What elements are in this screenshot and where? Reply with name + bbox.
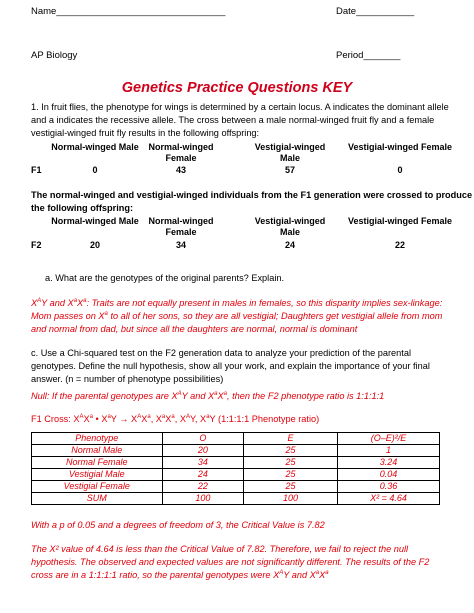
f1-header-vestigial-male: Vestigial-winged Male [254,142,326,163]
chi-header-expected: E [244,433,338,445]
f2-value-vestigial-female: 22 [394,240,405,250]
part-a-question: a. What are the genotypes of the original parents? Explain. [45,273,285,283]
chi-cell: 3.24 [337,457,439,469]
chi-cell: Vestigial Female [32,481,163,493]
f2-header-normal-female: Normal-winged Female [148,216,214,237]
table-row [32,481,440,493]
part-c-line1: c. Use a Chi-squared test on the F2 generation data to analyze your prediction of the parental [31,348,411,358]
chi-cell: X² = 4.64 [337,493,439,505]
q1-line3: vestigial-winged fruit fly results in the following offspring: [31,128,260,138]
chi-header-row [32,433,440,445]
chi-header-observed: O [162,433,244,445]
f2-intro-line1: The normal-winged and vestigial-winged individuals from the F1 generation were crossed to produce [31,190,473,200]
f1-value-vestigial-male: 57 [284,165,295,175]
f2-value-normal-female: 34 [175,240,186,250]
chi-cell: 1 [337,445,439,457]
part-c-line2: genotypes. Define the null hypothesis, show all your work, and explain the importance of your final [31,361,430,371]
chi-cell: Normal Female [32,457,163,469]
chi-square-table [31,432,440,505]
chi-cell: 25 [244,445,338,457]
chi-cell: 100 [162,493,244,505]
f2-header-normal-male: Normal-winged Male [51,216,139,226]
part-a-answer-line3: and normal from dad, but since all the daughters are normal, normal is dominant [31,324,358,334]
part-a-answer-line1: $X^AY$ and $X^aX^a$: Traits are not equally present in males in females, so this disparity implies sex-linkage: [31,297,443,308]
conclusion-line2: hypothesis. The observed and expected values are not significantly different. The results of the F2 [31,557,430,567]
chi-cell: 20 [162,445,244,457]
f1-value-vestigial-female: 0 [397,165,403,175]
table-row [32,493,440,505]
f1-value-normal-male: 0 [92,165,98,175]
null-hypothesis: Null: If the parental genotypes are $X^AY$ and $X^aX^a$, then the F2 phenotype ratio is 1:1:1:1 [31,390,385,401]
table-row [32,469,440,481]
f1-row-label: F1 [31,165,42,175]
f1-header-normal-male: Normal-winged Male [51,142,139,152]
f1-value-normal-female: 43 [175,165,186,175]
chi-cell: 0.04 [337,469,439,481]
chi-header-chi-value: (O–E)²/E [337,433,439,445]
class-label: AP Biology [31,50,78,61]
chi-cell: 25 [244,457,338,469]
period-field-label: Period_______ [336,50,401,61]
chi-cell: SUM [32,493,163,505]
table-row [32,445,440,457]
f2-header-vestigial-female: Vestigial-winged Female [347,216,453,226]
critical-value-statement: With a p of 0.05 and a degrees of freedom of 3, the Critical Value is 7.82 [31,520,325,530]
chi-cell: 25 [244,481,338,493]
chi-cell: 0.36 [337,481,439,493]
chi-cell: Vestigial Male [32,469,163,481]
f1-cross: F1 Cross: $X^AX^a$ • $X^aY \to X^AX^a$, $X^aX^a$, $X^AY$, $X^aY$ (1:1:1:1 Phenotype ratio) [31,413,320,424]
chi-cell: 25 [244,469,338,481]
f2-value-vestigial-male: 24 [284,240,295,250]
chi-cell: 24 [162,469,244,481]
part-a-answer-line2: Mom passes on $X^a$ to all of her sons, so they are all vestigial; Daughters get vestigial allele from mom [31,310,443,321]
q1-line2: and a indicates the recessive allele. The cross between a male normal-winged fruit fly and a female [31,115,435,125]
f2-header-vestigial-male: Vestigial-winged Male [254,216,326,237]
f1-header-normal-female: Normal-winged Female [148,142,214,163]
f2-intro-line2: the following offspring: [31,203,134,213]
conclusion-line3: cross are in a 1:1:1:1 ratio, so the parental genotypes were $X^AY$ and $X^aX^a$ [31,569,329,580]
name-field-label: Name________________________________ [31,6,226,17]
conclusion-line1: The X² value of 4.64 is less than the Critical Value of 7.82. Therefore, we fail to reject the null [31,544,409,554]
chi-cell: Normal Male [32,445,163,457]
chi-cell: 100 [244,493,338,505]
page-title: Genetics Practice Questions KEY [121,80,353,96]
part-c-line3: answer. (n = number of phenotype possibilities) [31,374,224,384]
chi-cell: 34 [162,457,244,469]
f2-value-normal-male: 20 [89,240,100,250]
chi-header-phenotype: Phenotype [32,433,163,445]
q1-line1: 1. In fruit flies, the phenotype for wings is determined by a certain locus. A indicates the dominant allele [31,102,449,112]
f1-header-vestigial-female: Vestigial-winged Female [347,142,453,152]
f2-row-label: F2 [31,240,42,250]
chi-cell: 22 [162,481,244,493]
table-row [32,457,440,469]
date-field-label: Date___________ [336,6,415,17]
